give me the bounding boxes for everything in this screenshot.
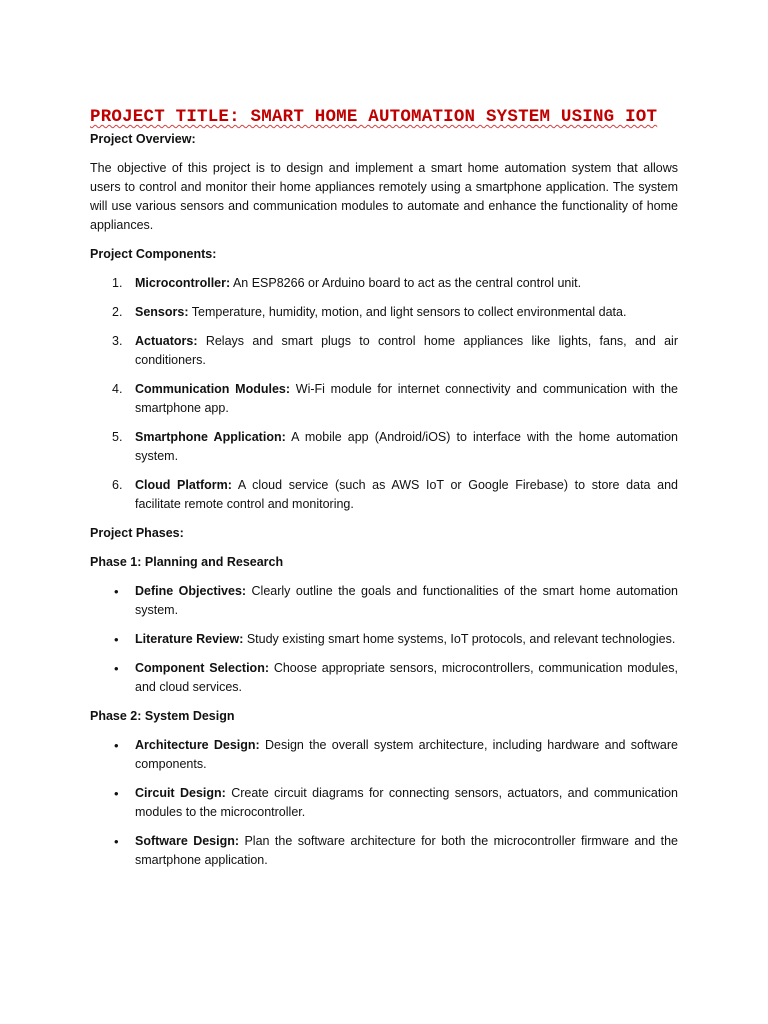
- item-text: Create circuit diagrams for connecting sensors, actuators, and communication modules to the microcontroller.: [135, 786, 678, 819]
- bullet-icon: •: [114, 738, 119, 753]
- phases-heading: Project Phases:: [90, 526, 184, 540]
- document-page: [90, 106, 678, 880]
- item-text: A mobile app (Android/iOS) to interface with the home automation system.: [135, 430, 678, 463]
- list-item: [90, 303, 678, 322]
- list-item: [90, 332, 678, 370]
- phase2-heading: Phase 2: System Design: [90, 709, 235, 723]
- bullet-icon: •: [114, 661, 119, 676]
- phase1-list: [90, 582, 678, 697]
- item-text: Temperature, humidity, motion, and light sensors to collect environmental data.: [188, 305, 627, 319]
- list-item: [90, 736, 678, 774]
- list-item: [90, 582, 678, 620]
- item-label: Component Selection:: [135, 661, 269, 675]
- item-label: Cloud Platform:: [135, 478, 232, 492]
- item-text: Study existing smart home systems, IoT protocols, and relevant technologies.: [243, 632, 676, 646]
- list-item: [90, 274, 678, 293]
- item-label: Microcontroller:: [135, 276, 231, 290]
- overview-paragraph: The objective of this project is to design and implement a smart home automation system that allows users to control and monitor their home appliances remotely using a smartphone application. The system will use various sensors and communication modules to automate and enhance the functionality of home appliances.: [90, 161, 678, 232]
- item-label: Literature Review:: [135, 632, 244, 646]
- item-label: Architecture Design:: [135, 738, 260, 752]
- item-text: A cloud service (such as AWS IoT or Google Firebase) to store data and facilitate remote control and monitoring.: [135, 478, 678, 511]
- list-item: [90, 630, 678, 649]
- bullet-icon: •: [114, 632, 119, 647]
- list-item: [90, 784, 678, 822]
- bullet-icon: •: [114, 584, 119, 599]
- overview-heading: Project Overview:: [90, 132, 196, 146]
- phase1-heading: Phase 1: Planning and Research: [90, 555, 284, 569]
- item-label: Actuators:: [135, 334, 198, 348]
- document-title: PROJECT TITLE: SMART HOME AUTOMATION SYSTEM USING IOT: [90, 107, 658, 127]
- item-text: Relays and smart plugs to control home appliances like lights, fans, and air conditioners.: [135, 334, 678, 367]
- list-item: [90, 428, 678, 466]
- bullet-icon: •: [114, 786, 119, 801]
- item-label: Circuit Design:: [135, 786, 226, 800]
- item-label: Define Objectives:: [135, 584, 247, 598]
- bullet-icon: •: [114, 834, 119, 849]
- list-number: 2.: [112, 305, 123, 319]
- item-text: An ESP8266 or Arduino board to act as the central control unit.: [230, 276, 582, 290]
- item-text: Clearly outline the goals and functionalities of the smart home automation system.: [135, 584, 678, 617]
- list-item: [90, 476, 678, 514]
- item-label: Smartphone Application:: [135, 430, 286, 444]
- item-text: Wi-Fi module for internet connectivity and communication with the smartphone app.: [135, 382, 678, 415]
- list-item: [90, 659, 678, 697]
- list-number: 6.: [112, 478, 123, 492]
- list-number: 4.: [112, 382, 123, 396]
- list-number: 5.: [112, 430, 123, 444]
- list-item: [90, 380, 678, 418]
- item-label: Software Design:: [135, 834, 240, 848]
- components-heading: Project Components:: [90, 247, 217, 261]
- item-text: Plan the software architecture for both the microcontroller firmware and the smartphone application.: [135, 834, 678, 867]
- components-list: [90, 274, 678, 514]
- list-number: 1.: [112, 276, 123, 290]
- item-text: Design the overall system architecture, including hardware and software components.: [135, 738, 678, 771]
- item-label: Communication Modules:: [135, 382, 291, 396]
- list-item: [90, 832, 678, 870]
- item-label: Sensors:: [135, 305, 189, 319]
- phase2-list: [90, 736, 678, 870]
- item-text: Choose appropriate sensors, microcontrollers, communication modules, and cloud services.: [135, 661, 678, 694]
- list-number: 3.: [112, 334, 123, 348]
